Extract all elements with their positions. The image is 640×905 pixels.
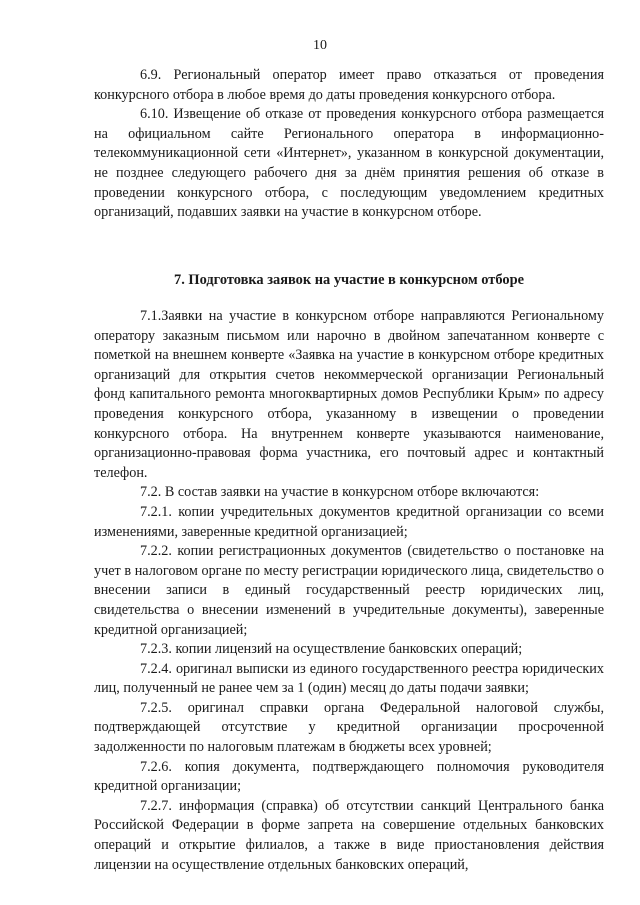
- paragraph-6-9: 6.9. Региональный оператор имеет право отказаться от проведения конкурсного отбора в любое время до даты проведения конкурсного отбора.: [94, 67, 604, 103]
- paragraph-7-2-6: 7.2.6. копия документа, подтверждающего полномочия руководителя кредитной организации;: [94, 758, 604, 795]
- paragraph-7-2-5: 7.2.5. оригинал справки органа Федеральной налоговой службы, подтверждающей отсутствие у кредитной организации просроченной задолженности по налоговым платежам в бюджеты всех уровней;: [94, 699, 604, 756]
- page-number: 10: [313, 38, 327, 53]
- paragraph-7-1: 7.1.Заявки на участие в конкурсном отборе направляются Региональному оператору заказным письмом или нарочно в двойном запечатанном конверте с пометкой на внешнем конверте «Заявка на участие в конкурсном отборе кредитных организаций для открытия счетов некоммерческой организации Региональный фонд капитального ремонта многоквартирных домов Республики Крым» по адресу проведения конкурсного отбора, указанному в извещении о проведении конкурсного отбора. На внутреннем конверте указываются наименование, организационно-правовая форма участника, его почтовый адрес и контактный телефон.: [94, 308, 604, 481]
- paragraph-7-2-3: 7.2.3. копии лицензий на осуществление банковских операций;: [140, 641, 523, 658]
- section-heading: 7. Подготовка заявок на участие в конкурсном отборе: [174, 272, 524, 288]
- paragraph-7-2-1: 7.2.1. копии учредительных документов кредитной организации со всеми изменениями, заверенные кредитной организацией;: [94, 503, 604, 540]
- paragraph-7-2: 7.2. В состав заявки на участие в конкурсном отборе включаются:: [140, 484, 540, 501]
- paragraph-7-2-2: 7.2.2. копии регистрационных документов (свидетельство о постановке на учет в налоговом органе по месту регистрации юридического лица, свидетельство о внесении записи в единый государственный реестр юридических лиц, свидетельства о внесении изменений в учредительные документы), заверенные кредитной организацией;: [94, 543, 604, 638]
- section-6-end: [94, 66, 604, 223]
- paragraph-6-10: 6.10. Извещение об отказе от проведения конкурсного отбора размещается на официальном сайте Регионального оператора в информационно-телекоммуникационной сети «Интернет», указанном в конкурсной документации, не позднее следующего рабочего дня за днём принятия решения об отказе в проведении конкурсного отбора, с последующим уведомлением кредитных организаций, подавших заявки на участие в конкурсном отборе.: [94, 106, 604, 221]
- paragraph-7-2-7: 7.2.7. информация (справка) об отсутствии санкций Центрального банка Российской Федерации в форме запрета на совершение отдельных банковских операций и открытие филиалов, а также в виде приостановления действия лицензии на осуществление отдельных банковских операций,: [94, 797, 604, 873]
- paragraph-7-2-4: 7.2.4. оригинал выписки из единого государственного реестра юридических лиц, полученный не ранее чем за 1 (один) месяц до даты подачи заявки;: [94, 660, 604, 697]
- section-7-body: [94, 307, 604, 875]
